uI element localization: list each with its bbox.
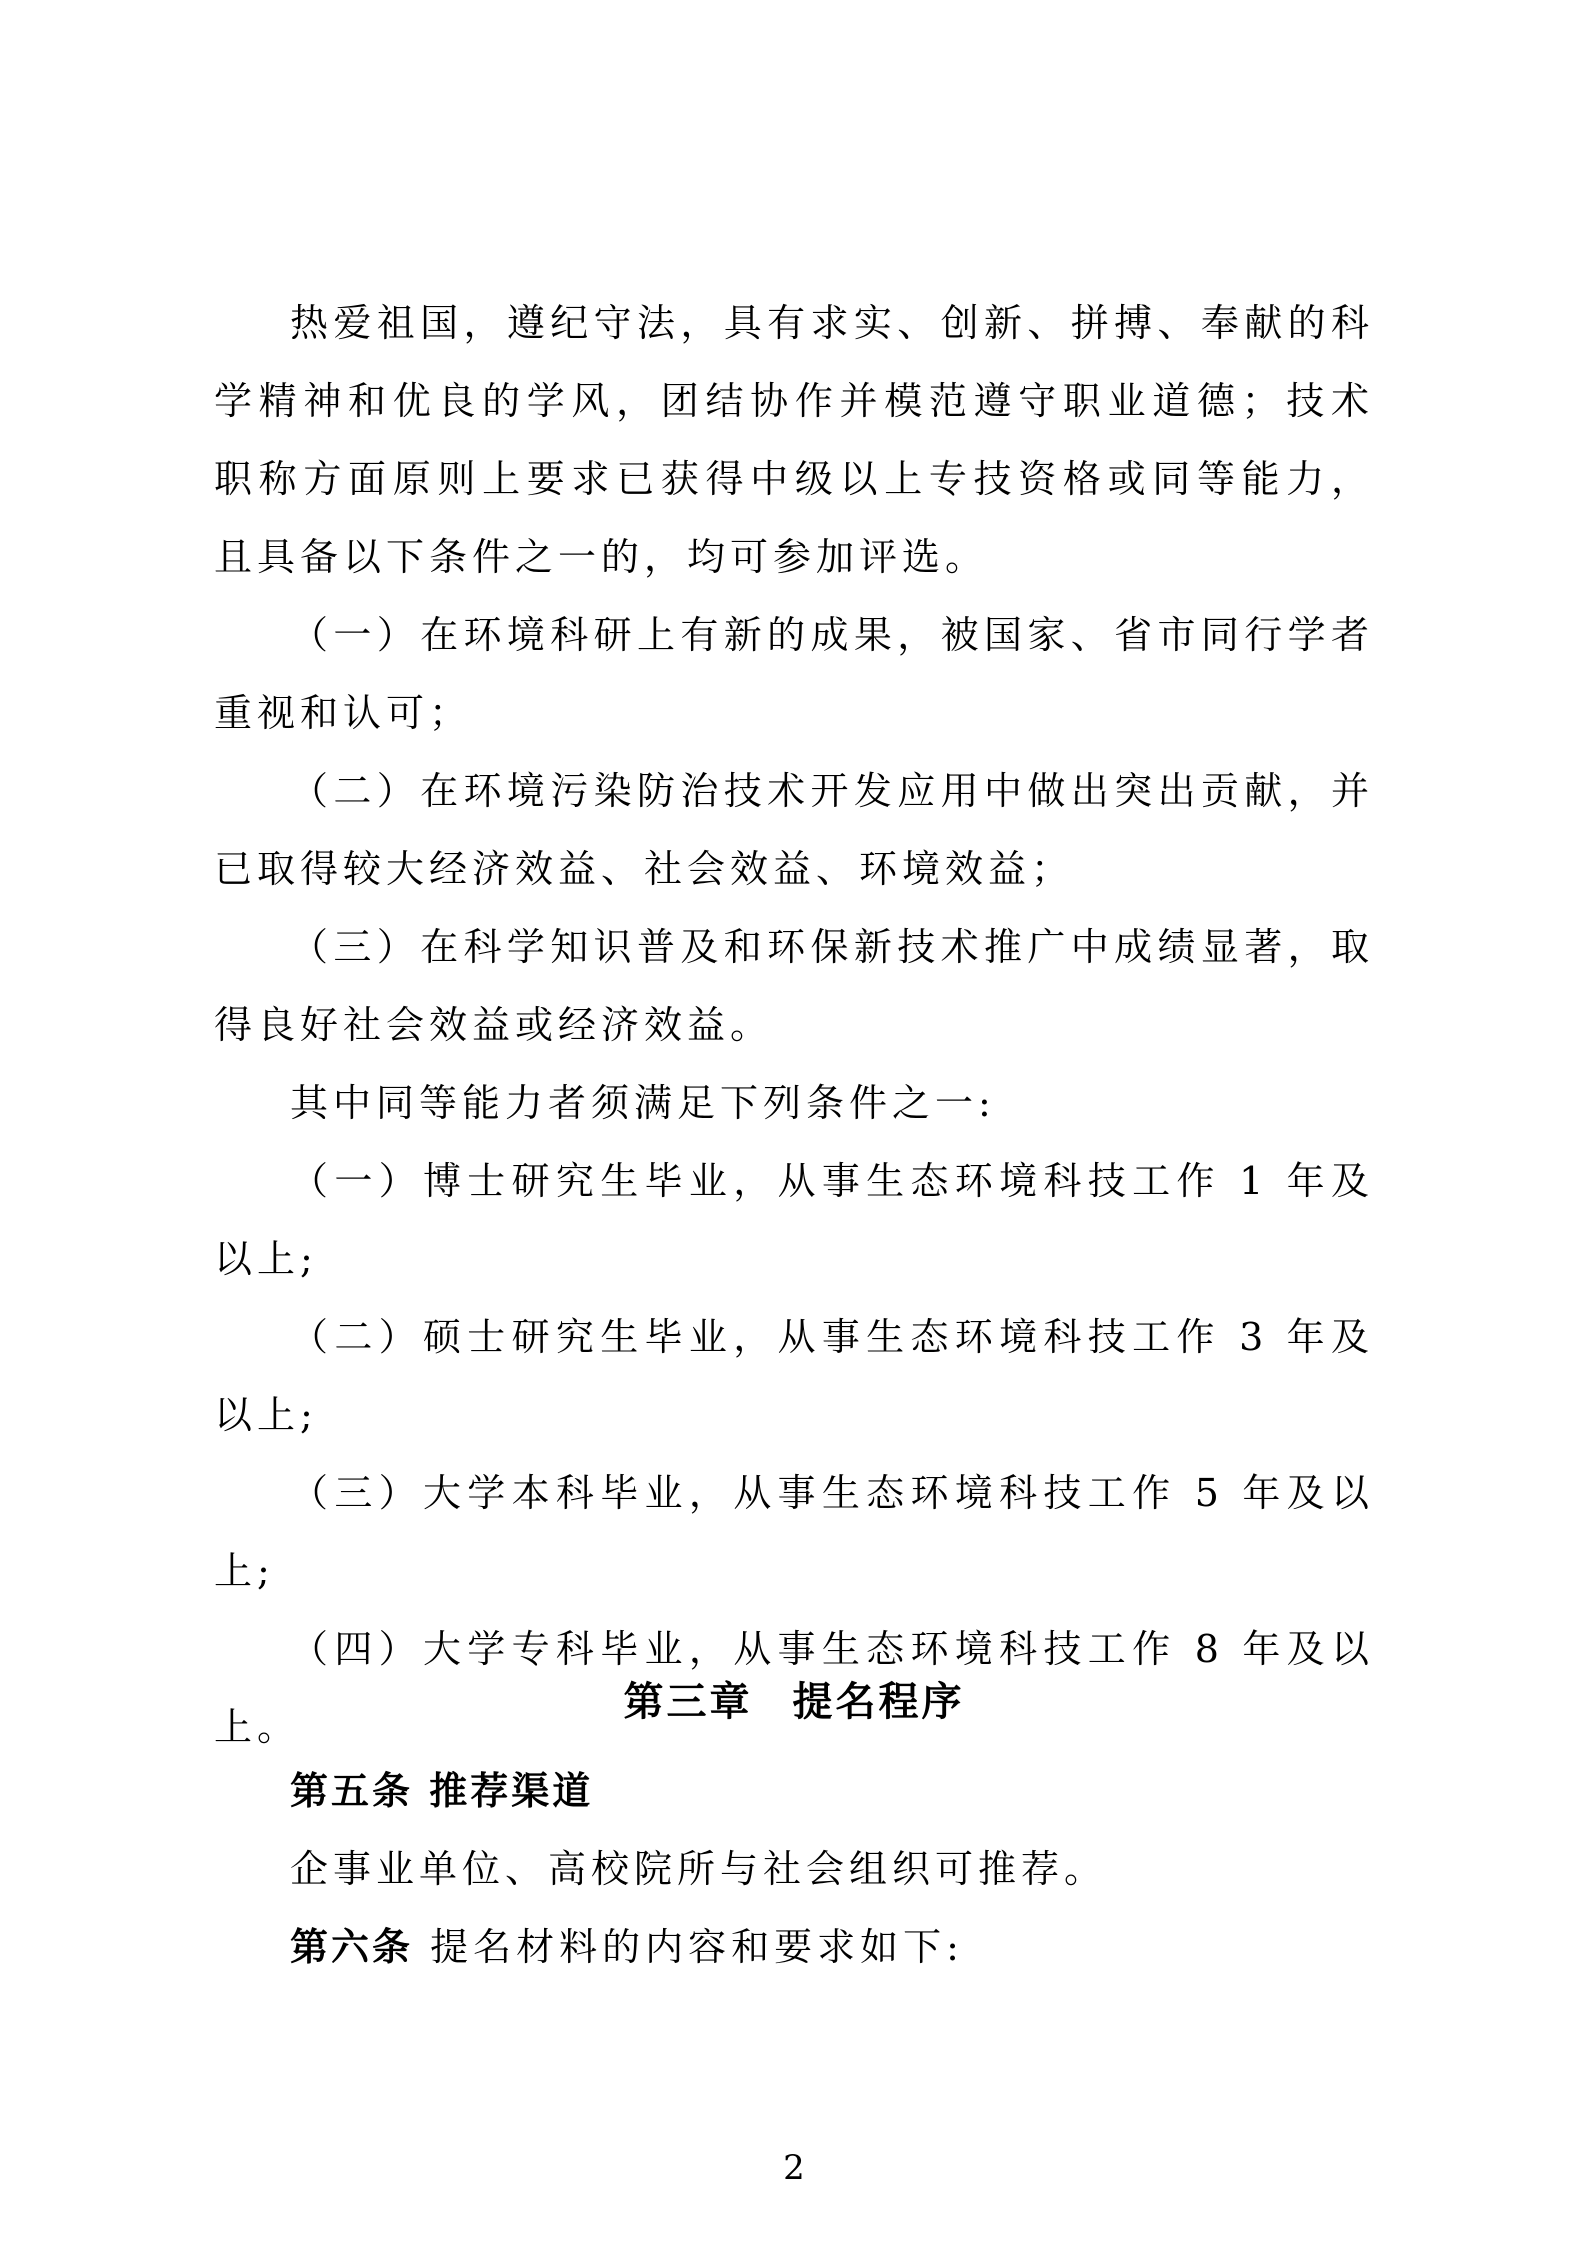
paragraph-phd: （一）博士研究生毕业，从事生态环境科技工作 1 年及以上; bbox=[214, 1159, 1374, 1281]
paragraph-condition-1: （一）在环境科研上有新的成果，被国家、省市同行学者重视和认可； bbox=[214, 613, 1374, 735]
chapter-number: 第三章 bbox=[623, 1679, 753, 1725]
paragraph-qualifications: 热爱祖国，遵纪守法，具有求实、创新、拼搏、奉献的科学精神和优良的学风，团结协作并模范遵守职业道德；技术职称方面原则上要求已获得中级以上专技资格或同等能力，且具备以下条件之一的，均可参加评选。 bbox=[214, 301, 1374, 579]
chapter-heading bbox=[0, 1670, 1588, 1727]
article-5-body: 企事业单位、高校院所与社会组织可推荐。 bbox=[290, 1847, 1108, 1891]
paragraph-associate: （四）大学专科毕业，从事生态环境科技工作 8 年及以上。 bbox=[214, 1627, 1374, 1749]
article-5-label: 第五条 bbox=[290, 1769, 414, 1813]
article-6-line bbox=[214, 1908, 1374, 1986]
paragraph-condition-2: （二）在环境污染防治技术开发应用中做出突出贡献，并已取得较大经济效益、社会效益、环境效益； bbox=[214, 769, 1374, 891]
articles-section bbox=[214, 1752, 1374, 1986]
article-6-label: 第六条 bbox=[290, 1925, 414, 1969]
article-6-body: 提名材料的内容和要求如下: bbox=[430, 1925, 964, 1969]
chapter-title: 提名程序 bbox=[792, 1679, 965, 1725]
page-number: 2 bbox=[783, 2148, 805, 2188]
paragraph-master: （二）硕士研究生毕业，从事生态环境科技工作 3 年及以上; bbox=[214, 1315, 1374, 1437]
body-text bbox=[214, 284, 1374, 1766]
article-5-heading bbox=[214, 1752, 1374, 1830]
paragraph-condition-3: （三）在科学知识普及和环保新技术推广中成绩显著，取得良好社会效益或经济效益。 bbox=[214, 925, 1374, 1047]
article-5-title: 推荐渠道 bbox=[429, 1769, 594, 1813]
paragraph-equivalent-intro: 其中同等能力者须满足下列条件之一: bbox=[290, 1081, 996, 1125]
paragraph-bachelor: （三）大学本科毕业，从事生态环境科技工作 5 年及以上; bbox=[214, 1471, 1374, 1593]
